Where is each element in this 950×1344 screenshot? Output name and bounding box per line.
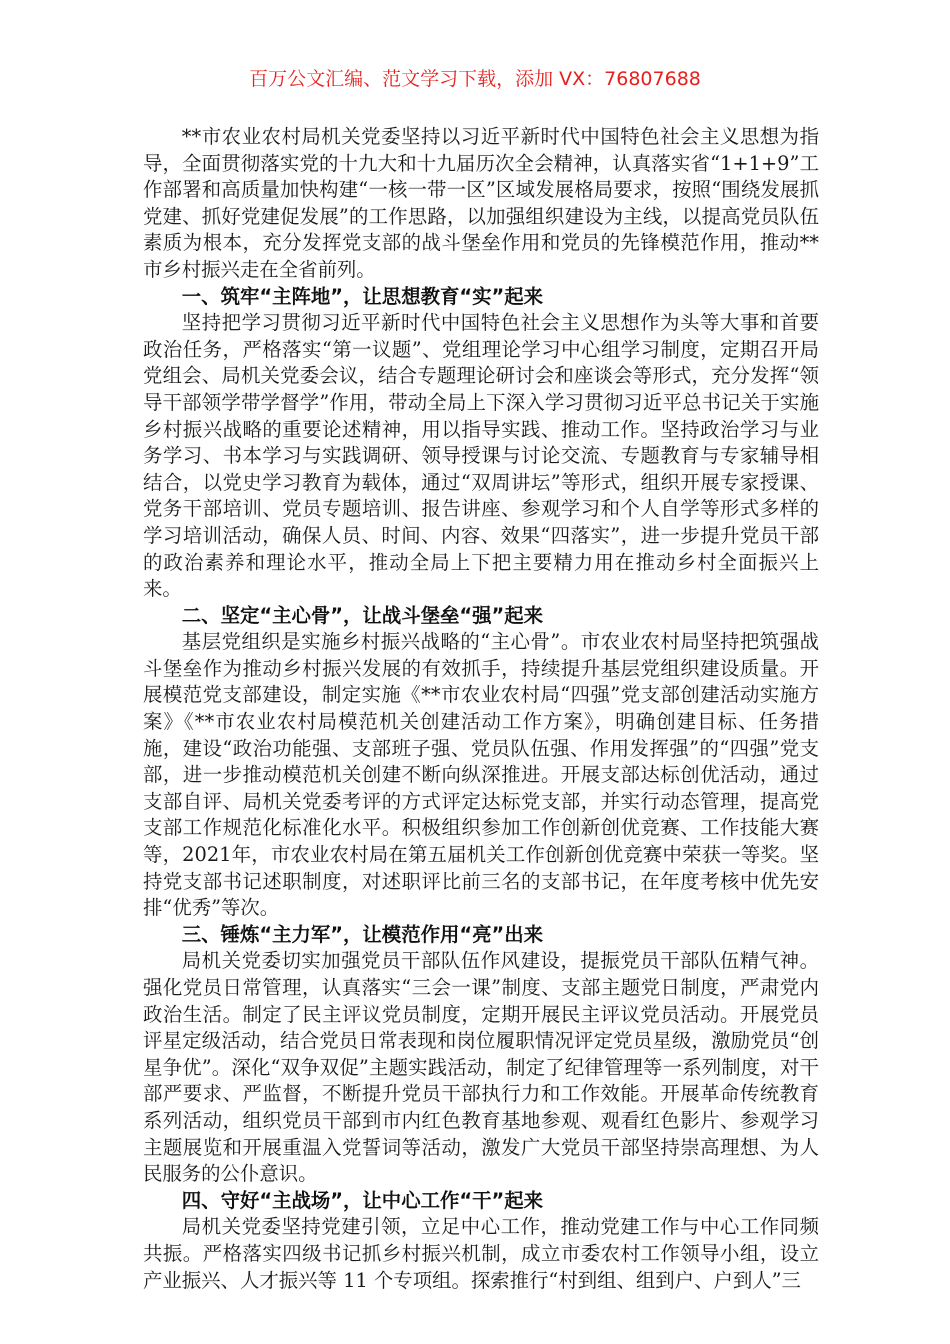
section-heading-3: 三、锤炼“主力军”，让模范作用“亮”出来: [181, 922, 544, 946]
section-paragraph-2: 基层党组织是实施乡村振兴战略的“主心骨”。市农业农村局坚持把筑强战斗堡垒作为推动乡村振兴发展的有效抓手，持续提升基层党组织建设质量。开展模范党支部建设，制定实施《**市农业农村局“四强”党支部创建活动实施方案》《**市农业农村局模范机关创建活动工作方案》，明确创建目标、任务措施，建设“政治功能强、支部班子强、党员队伍强、作用发挥强”的“四强”党支部，进一步推动模范机关创建不断向纵深推进。开展支部达标创优活动，通过支部自评、局机关党委考评的方式评定达标党支部，并实行动态管理，提高党支部工作规范化标准化水平。积极组织参加工作创新创优竞赛、工作技能大赛等，2021年，市农业农村局在第五届机关工作创新创优竞赛中荣获一等奖。坚持党支部书记述职制度，对述职评比前三名的支部书记，在年度考核中优先安排“优秀”等次。: [143, 630, 819, 920]
section-paragraph-4: 局机关党委坚持党建引领，立足中心工作，推动党建工作与中心工作同频共振。严格落实四级书记抓乡村振兴机制，成立市委农村工作领导小组，设立产业振兴、人才振兴等 11 个专项组。探索推行“村到组、组到户、户到人”三: [143, 1215, 819, 1292]
document-body: [143, 124, 819, 1294]
section-heading-2: 二、坚定“主心骨”，让战斗堡垒“强”起来: [181, 603, 544, 627]
section-heading-4: 四、守好“主战场”，让中心工作“干”起来: [181, 1188, 544, 1212]
section-paragraph-1: 坚持把学习贯彻习近平新时代中国特色社会主义思想作为头等大事和首要政治任务，严格落实“第一议题”、党组理论学习中心组学习制度，定期召开局党组会、局机关党委会议，结合专题理论研讨会和座谈会等形式，充分发挥“领导干部领学带学督学”作用，带动全局上下深入学习贯彻习近平总书记关于实施乡村振兴战略的重要论述精神，用以指导实践、推动工作。坚持政治学习与业务学习、书本学习与实践调研、领导授课与讨论交流、专题教育与专家辅导相结合，以党史学习教育为载体，通过“双周讲坛”等形式，组织开展专家授课、党务干部培训、党员专题培训、报告讲座、参观学习和个人自学等形式多样的学习培训活动，确保人员、时间、内容、效果“四落实”，进一步提升党员干部的政治素养和理论水平，推动全局上下把主要精力用在推动乡村全面振兴上来。: [143, 311, 819, 601]
promo-banner: 百万公文汇编、范文学习下载，添加 VX：76807688: [249, 68, 701, 90]
intro-paragraph: **市农业农村局机关党委坚持以习近平新时代中国特色社会主义思想为指导，全面贯彻落实党的十九大和十九届历次全会精神，认真落实省“1+1+9”工作部署和高质量加快构建“一核一带一区”区域发展格局要求，按照“围绕发展抓党建、抓好党建促发展”的工作思路，以加强组织建设为主线，以提高党员队伍素质为根本，充分发挥党支部的战斗堡垒作用和党员的先锋模范作用，推动**市乡村振兴走在全省前列。: [143, 125, 819, 281]
section-paragraph-3: 局机关党委切实加强党员干部队伍作风建设，提振党员干部队伍精气神。强化党员日常管理，认真落实“三会一课”制度、支部主题党日制度，严肃党内政治生活。制定了民主评议党员制度，定期开展民主评议党员活动。开展党员评星定级活动，结合党员日常表现和岗位履职情况评定党员星级，激励党员“创星争优”。深化“双争双促”主题实践活动，制定了纪律管理等一系列制度，对干部严要求、严监督，不断提升党员干部执行力和工作效能。开展革命传统教育系列活动，组织党员干部到市内红色教育基地参观、观看红色影片、参观学习主题展览和开展重温入党誓词等活动，激发广大党员干部坚持崇高理想、为人民服务的公仆意识。: [143, 949, 819, 1186]
section-heading-1: 一、筑牢“主阵地”，让思想教育“实”起来: [181, 284, 544, 308]
